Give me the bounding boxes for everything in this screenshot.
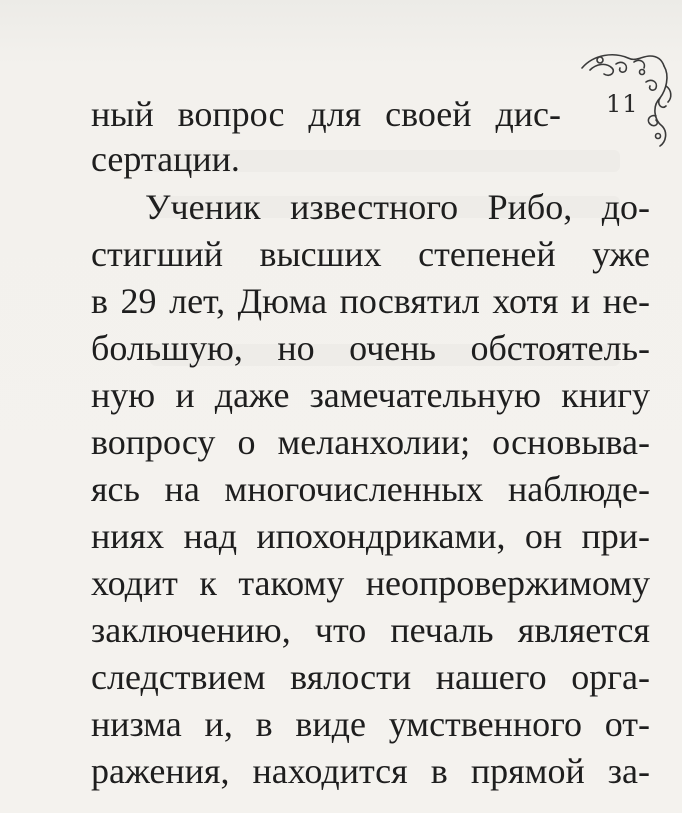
- text-line: низма и, в виде умственного от-: [91, 704, 650, 744]
- text-line: Ученик известного Рибо, до-: [145, 187, 650, 227]
- text-line: в 29 лет, Дюма посвятил хотя и не-: [91, 281, 650, 321]
- text-line: ную и даже замечательную книгу: [91, 375, 650, 415]
- text-line: вопросу о меланхолии; основыва-: [91, 422, 650, 462]
- text-line: следствием вялости нашего орга-: [91, 657, 650, 697]
- text-line: ниях над ипохондриками, он при-: [91, 516, 650, 556]
- text-line: ный вопрос для своей дис-: [91, 94, 561, 134]
- text-line: стигший высших степеней уже: [91, 234, 650, 274]
- text-line: ясь на многочисленных наблюде-: [91, 469, 650, 509]
- text-line: ражения, находится в прямой за-: [91, 751, 650, 791]
- text-line: сертации.: [91, 139, 240, 179]
- text-line: ходит к такому неопровержимому: [91, 563, 650, 603]
- text-line: большую, но очень обстоятель-: [91, 328, 650, 368]
- page-number: 11: [606, 90, 639, 118]
- text-line: заключению, что печаль является: [91, 610, 650, 650]
